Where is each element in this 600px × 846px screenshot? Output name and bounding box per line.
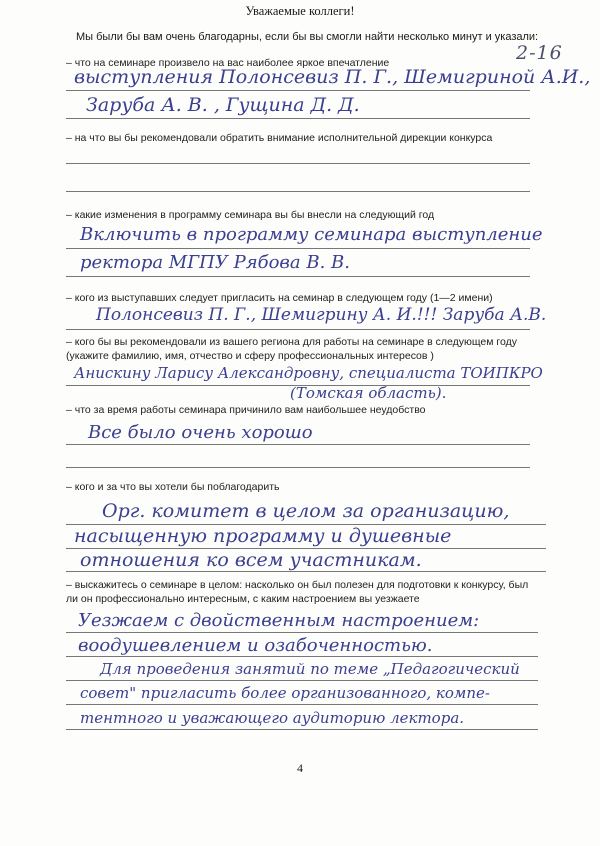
handwritten-corner-mark: 2-16	[516, 42, 563, 64]
question-5: – кого бы вы рекомендовали из вашего региона для работы на семинаре в следующем году	[66, 336, 517, 348]
answer-line	[66, 680, 538, 681]
answer-line	[66, 571, 546, 572]
question-1: – что на семинаре произвело на вас наиболее яркое впечатление	[66, 57, 390, 69]
answer-line	[66, 467, 530, 468]
answer-line	[66, 90, 530, 91]
answer-8-line-3: Для проведения занятий по теме „Педагогический	[100, 660, 520, 678]
answer-7-line-1: Орг. комитет в целом за организацию,	[102, 500, 510, 522]
question-8-subtext: ли он профессионально интересным, с каким настроением вы уезжаете	[66, 593, 420, 605]
answer-5-line-2: (Томская область).	[290, 384, 447, 402]
answer-line	[66, 118, 530, 119]
answer-line	[66, 729, 538, 730]
answer-line	[66, 444, 530, 445]
question-7: – кого и за что вы хотели бы поблагодарить	[66, 481, 280, 493]
answer-8-line-2: воодушевлением и озабоченностью.	[78, 635, 433, 656]
answer-5-line-1: Анискину Ларису Александровну, специалиста ТОИПКРО	[74, 364, 543, 382]
question-8: – выскажитесь о семинаре в целом: насколько он был полезен для подготовки к конкурсу, был	[66, 579, 529, 591]
answer-line	[66, 163, 530, 164]
answer-line	[66, 248, 530, 249]
answer-line	[66, 656, 538, 657]
answer-1-line-2: Заруба А. В. , Гущина Д. Д.	[86, 94, 360, 116]
question-6: – что за время работы семинара причинило вам наибольшее неудобство	[66, 404, 426, 416]
question-3: – какие изменения в программу семинара вы бы внесли на следующий год	[66, 209, 435, 221]
answer-4-line-1: Полонсевиз П. Г., Шемигрину А. И.!!! Заруба А.В.	[96, 305, 547, 325]
answer-line	[66, 329, 530, 330]
question-2: – на что вы бы рекомендовали обратить внимание исполнительной дирекции конкурса	[66, 132, 493, 144]
page-title: Уважаемые коллеги!	[245, 4, 355, 18]
answer-3-line-1: Включить в программу семинара выступление	[80, 224, 543, 245]
answer-1-line-1: выступления Полонсевиз П. Г., Шемигриной А.И.,	[74, 66, 591, 88]
answer-6-line-1: Все было очень хорошо	[88, 422, 313, 443]
answer-line	[66, 632, 538, 633]
answer-8-line-5: тентного и уважающего аудиторию лектора.	[80, 709, 465, 727]
answer-line	[66, 191, 530, 192]
page-number: 4	[297, 761, 303, 775]
answer-line	[66, 704, 538, 705]
answer-7-line-3: отношения ко всем участникам.	[80, 549, 422, 571]
answer-line	[66, 385, 530, 386]
answer-7-line-2: насыщенную программу и душевные	[74, 525, 452, 547]
answer-8-line-1: Уезжаем с двойственным настроением:	[78, 610, 480, 631]
question-4: – кого из выступавших следует пригласить на семинар в следующем году (1—2 имени)	[66, 292, 493, 304]
intro-text: Мы были бы вам очень благодарны, если бы вы смогли найти несколько минут и указали:	[76, 31, 539, 43]
answer-line	[66, 276, 530, 277]
answer-8-line-4: совет" пригласить более организованного, компе-	[80, 684, 490, 702]
question-5-subtext: (укажите фамилию, имя, отчество и сферу профессиональных интересов )	[66, 350, 434, 362]
answer-3-line-2: ректора МГПУ Рябова В. В.	[80, 252, 350, 273]
